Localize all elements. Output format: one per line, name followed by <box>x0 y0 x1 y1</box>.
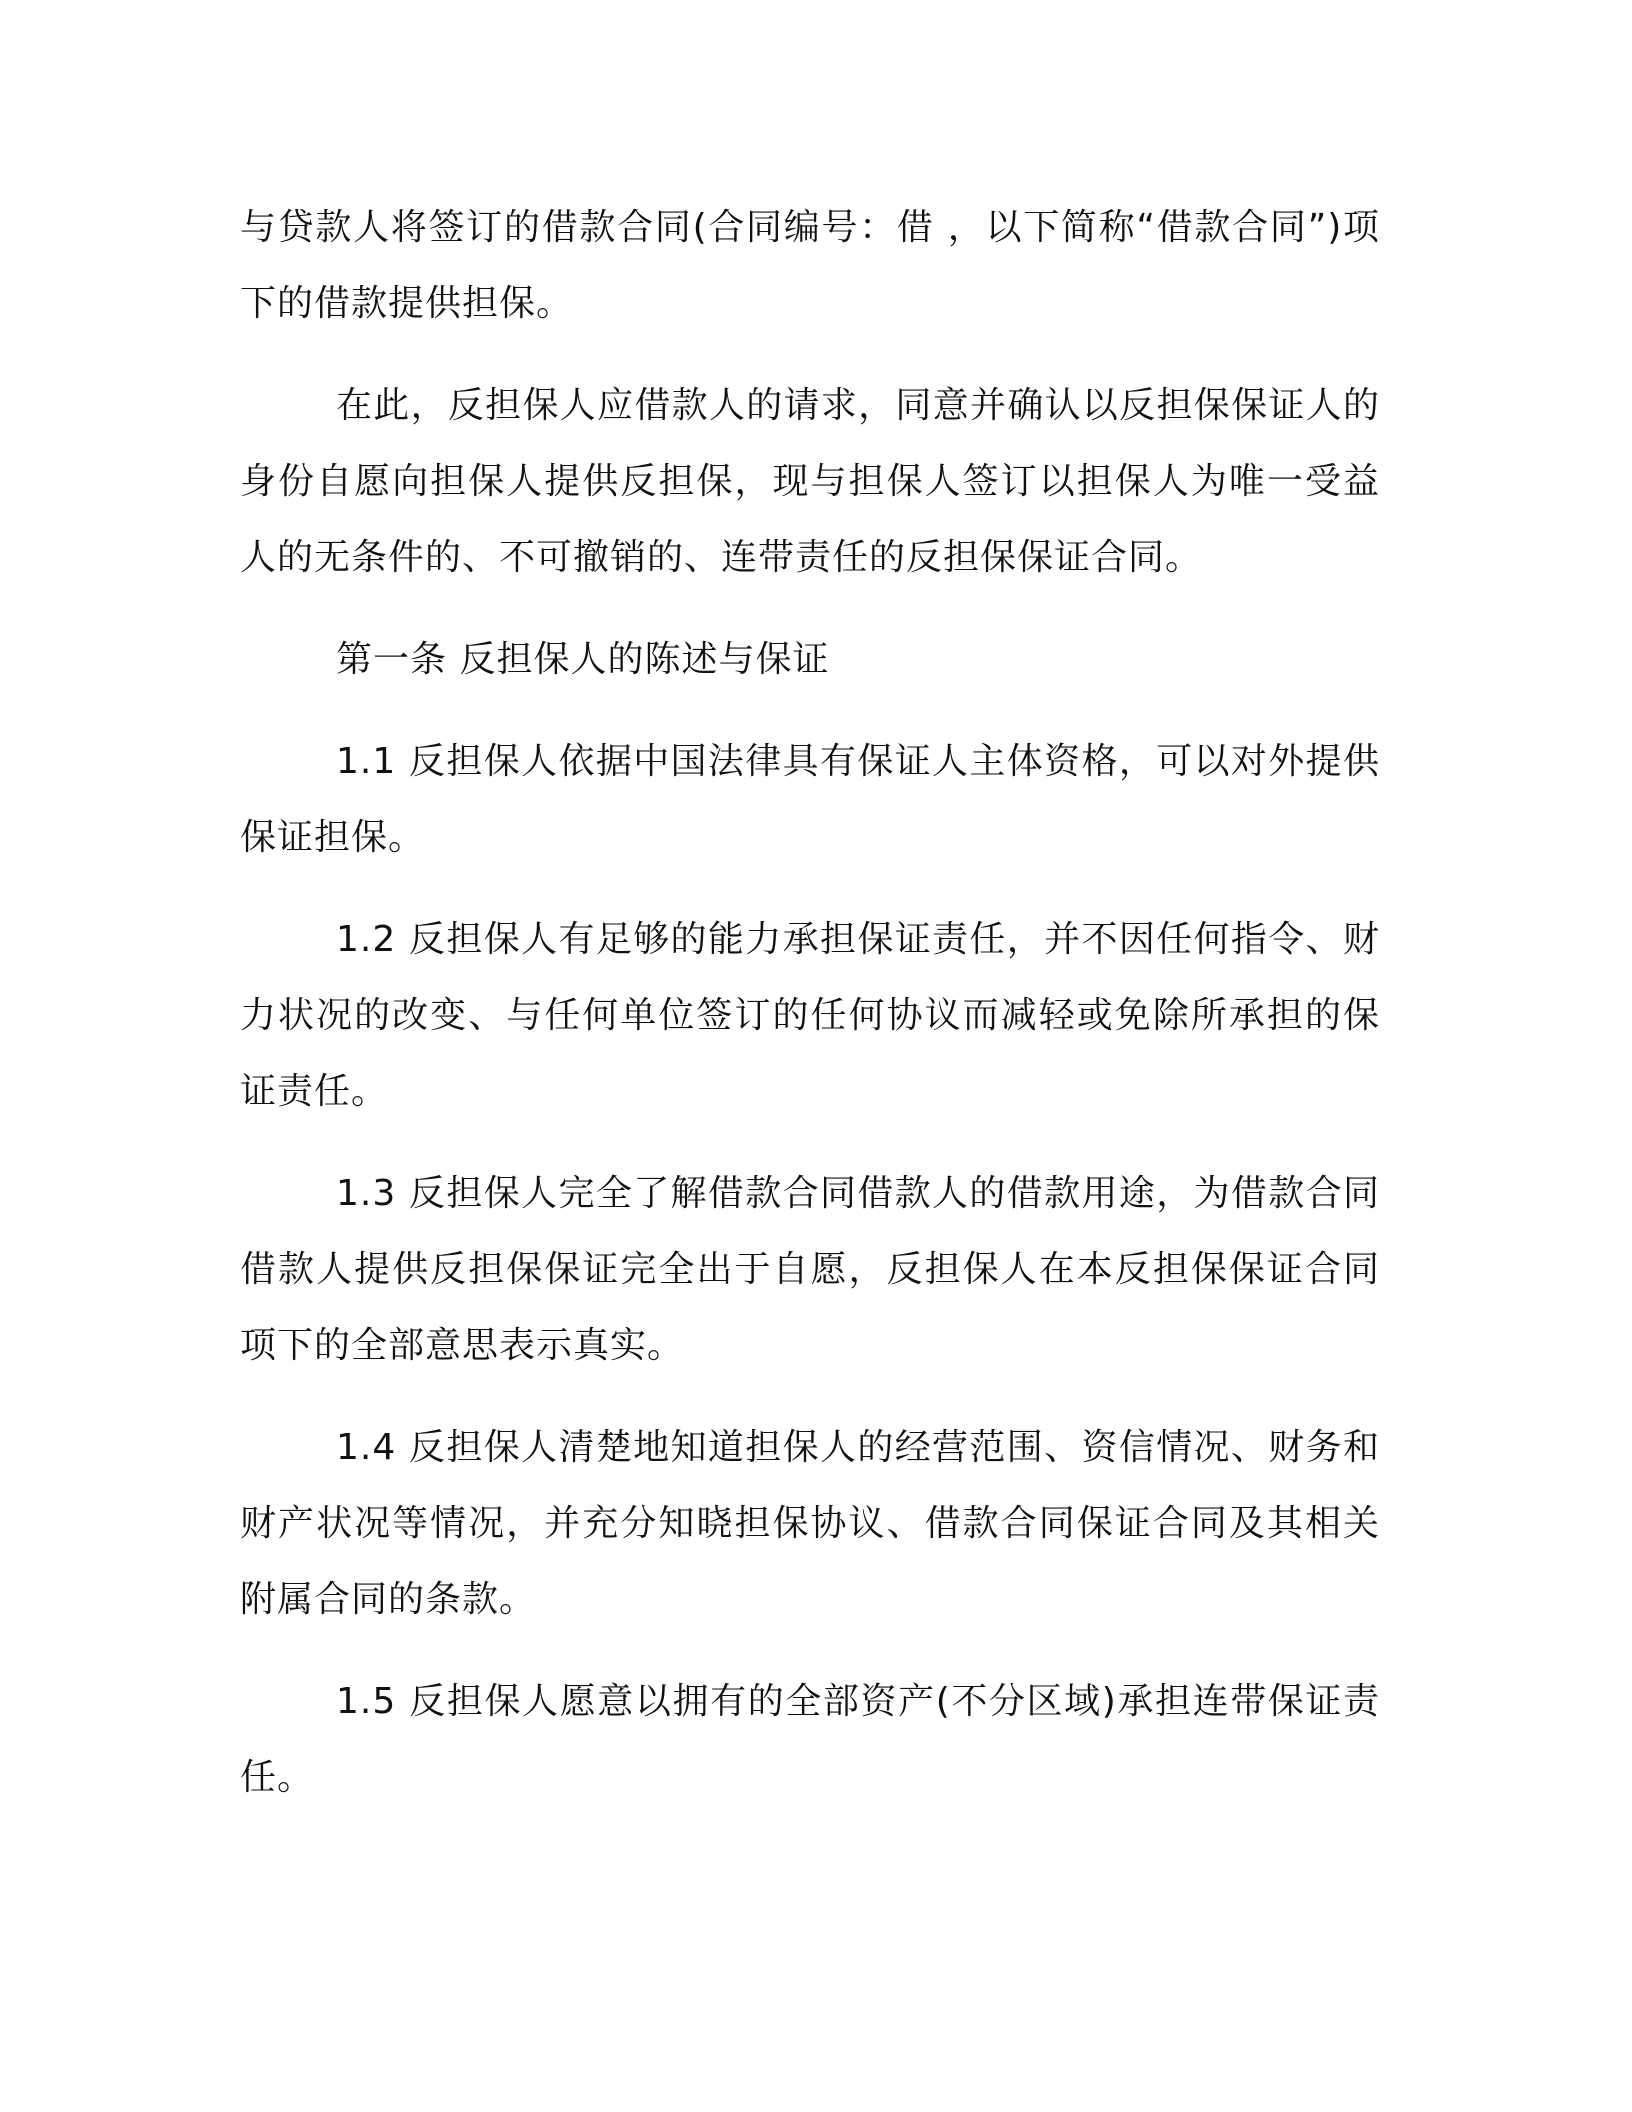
clause-1-3: 1.3 反担保人完全了解借款合同借款人的借款用途，为借款合同借款人提供反担保保证完全出于自愿，反担保人在本反担保保证合同项下的全部意思表示真实。 <box>240 1173 1380 1366</box>
clause-1-1: 1.1 反担保人依据中国法律具有保证人主体资格，可以对外提供保证担保。 <box>240 741 1380 858</box>
article-heading: 第一条 反担保人的陈述与保证 <box>336 639 830 680</box>
clause-1-5: 1.5 反担保人愿意以拥有的全部资产(不分区域)承担连带保证责任。 <box>240 1681 1380 1798</box>
clause-1-2: 1.2 反担保人有足够的能力承担保证责任，并不因任何指令、财力状况的改变、与任何单位签订的任何协议而减轻或免除所承担的保证责任。 <box>240 919 1380 1112</box>
document-body <box>240 190 1380 1842</box>
paragraph-continuation: 与贷款人将签订的借款合同(合同编号：借 ，以下简称“借款合同”)项下的借款提供担保。 <box>240 207 1380 324</box>
paragraph-preamble: 在此，反担保人应借款人的请求，同意并确认以反担保保证人的身份自愿向担保人提供反担保，现与担保人签订以担保人为唯一受益人的无条件的、不可撤销的、连带责任的反担保保证合同。 <box>240 385 1380 578</box>
clause-1-4: 1.4 反担保人清楚地知道担保人的经营范围、资信情况、财务和财产状况等情况，并充分知晓担保协议、借款合同保证合同及其相关附属合同的条款。 <box>240 1427 1380 1620</box>
